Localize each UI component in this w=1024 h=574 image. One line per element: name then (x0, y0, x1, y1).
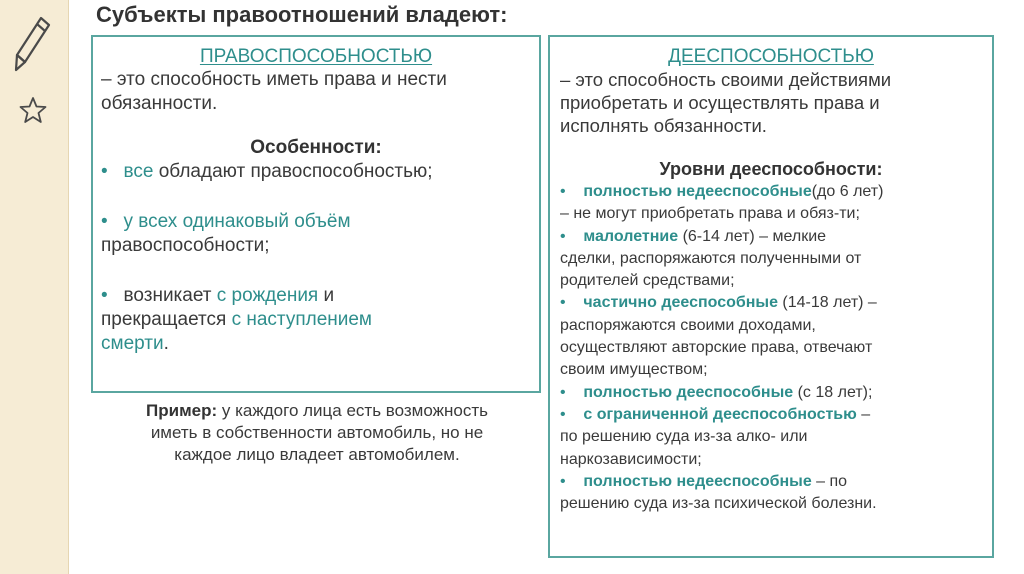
list-item: • полностью недееспособные(до 6 лет) (560, 183, 884, 200)
list-item: • возникает с рождения и прекращается с наступлением смерти. (101, 285, 372, 354)
legal-capacity-heading: ПРАВОСПОСОБНОСТЬЮ (199, 46, 433, 67)
legal-capacity-definition: – это способность иметь права и нести обязанности. (101, 69, 447, 114)
star-icon[interactable] (10, 96, 56, 124)
list-item: • полностью недееспособные – по (560, 472, 848, 490)
example-note: Пример: у каждого лица есть возможность иметь в собственности автомобиль, но не каждое лицо владеет автомобилем. (146, 401, 488, 464)
list-item: • полностью дееспособные (с 18 лет); (560, 383, 873, 401)
levels-list: • полностью недееспособные(до 6 лет) – не могут приобретать права и обяз-ти; • малолетние (6-14 лет) – мелкие сделки, распоряжаются полученными от родителей средствами; • частично дееспособные (14-18 лет) – распоряжаются своими доходами, осуществляют авторские права, отвечают своим имуществом; • полностью дееспособные (с 18 лет); • с ограниченной дееспособностью – по решению суда из-за алко- или наркозависимости; • полностью недееспособные – по решению суда из-за психической болезни. (550, 181, 992, 515)
page-title: Субъекты правоотношений владеют: (96, 2, 508, 27)
list-item: • малолетние (6-14 лет) – мелкие (560, 227, 827, 245)
list-item: • у всех одинаковый объём правоспособности; (101, 211, 351, 256)
legal-capacity-box (91, 35, 541, 393)
sidebar-divider (68, 0, 69, 574)
left-sidebar (0, 0, 68, 574)
list-item: • все обладают правоспособностью; (101, 161, 433, 182)
list-item: • с ограниченной дееспособностью – (560, 405, 871, 423)
levels-title: Уровни дееспособности: (659, 159, 883, 179)
features-title: Особенности: (250, 137, 382, 158)
pencil-icon[interactable] (10, 14, 56, 76)
list-item: • частично дееспособные (14-18 лет) – (560, 294, 877, 312)
capacity-definition: – это способность своими действиями приобретать и осуществлять права и исполнять обязанности. (560, 69, 892, 136)
capacity-heading: ДЕЕСПОСОБНОСТЬЮ (668, 46, 874, 67)
capacity-box (548, 35, 994, 558)
